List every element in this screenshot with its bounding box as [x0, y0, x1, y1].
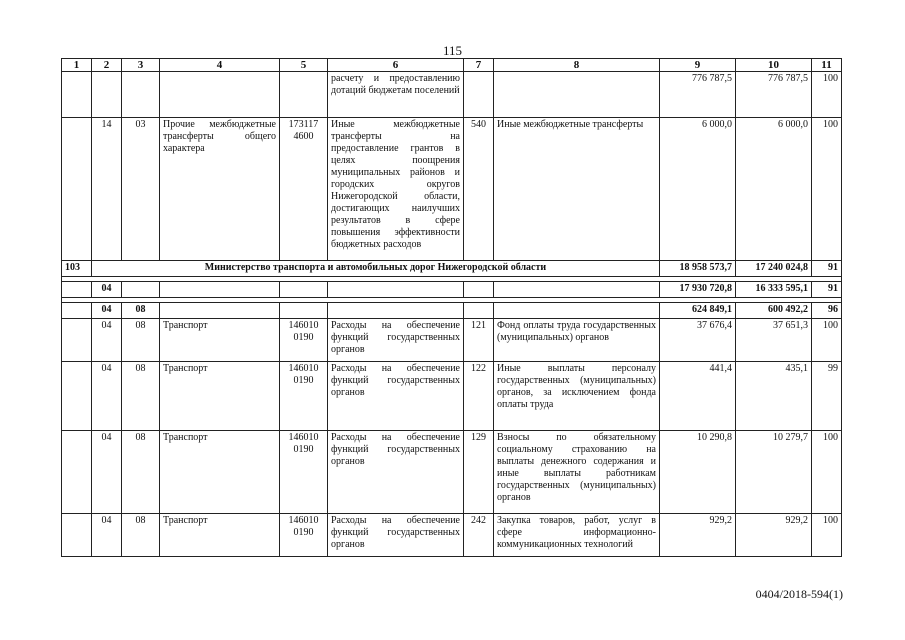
- cell-c11: 100: [812, 72, 842, 118]
- cell-c2: 04: [92, 362, 122, 431]
- ministry-row: [62, 261, 842, 277]
- cell-c5: 173117 4600: [280, 118, 328, 261]
- cell-c5: 146010 0190: [280, 319, 328, 362]
- header-cell: 5: [280, 59, 328, 72]
- cell-c11: 100: [812, 514, 842, 557]
- cell-c5: 146010 0190: [280, 514, 328, 557]
- cell-c7: 122: [464, 362, 494, 431]
- cell-c3: 08: [122, 514, 160, 557]
- cell-c10: 435,1: [736, 362, 812, 431]
- header-cell: 7: [464, 59, 494, 72]
- cell-c11: 99: [812, 362, 842, 431]
- cell-c10: 929,2: [736, 514, 812, 557]
- cell-c10: 16 333 595,1: [736, 282, 812, 298]
- cell-c1: [62, 72, 92, 118]
- cell-c2: 14: [92, 118, 122, 261]
- cell-c3: [122, 282, 160, 298]
- cell-c9: 776 787,5: [660, 72, 736, 118]
- cell-c9: 6 000,0: [660, 118, 736, 261]
- cell-c3: 03: [122, 118, 160, 261]
- cell-c4: Транспорт: [160, 362, 280, 431]
- cell-c10: 10 279,7: [736, 431, 812, 514]
- header-cell: 9: [660, 59, 736, 72]
- cell-c1: [62, 514, 92, 557]
- cell-c10: 37 651,3: [736, 319, 812, 362]
- cell-c8: Иные межбюджетные трансферты: [494, 118, 660, 261]
- table-row: [62, 514, 842, 557]
- cell-c9: 441,4: [660, 362, 736, 431]
- cell-c6: [328, 303, 464, 319]
- cell-c3: 08: [122, 362, 160, 431]
- cell-c2: 04: [92, 431, 122, 514]
- cell-c6: Расходы на обеспечение функций государственных органов: [328, 319, 464, 362]
- header-cell: 1: [62, 59, 92, 72]
- table-row: [62, 362, 842, 431]
- cell-c1: [62, 118, 92, 261]
- cell-c4: Транспорт: [160, 431, 280, 514]
- cell-c6: Расходы на обеспечение функций государственных органов: [328, 431, 464, 514]
- ministry-code: 103: [62, 261, 92, 277]
- cell-c2: 04: [92, 303, 122, 319]
- cell-c8: Взносы по обязательному социальному страхованию на выплаты денежного содержания и иные выплаты работникам государственных (муниципальных) органов: [494, 431, 660, 514]
- section-row: [62, 282, 842, 298]
- header-cell: 4: [160, 59, 280, 72]
- ministry-name: Министерство транспорта и автомобильных дорог Нижегородской области: [92, 261, 660, 277]
- cell-c2: 04: [92, 319, 122, 362]
- cell-c3: 08: [122, 303, 160, 319]
- cell-c5: [280, 303, 328, 319]
- header-cell: 8: [494, 59, 660, 72]
- cell-c9: 18 958 573,7: [660, 261, 736, 277]
- cell-c5: 146010 0190: [280, 431, 328, 514]
- cell-c5: [280, 282, 328, 298]
- cell-c2: 04: [92, 282, 122, 298]
- cell-c4: [160, 303, 280, 319]
- cell-c10: 17 240 024,8: [736, 261, 812, 277]
- cell-c11: 100: [812, 319, 842, 362]
- cell-c1: [62, 319, 92, 362]
- cell-c8: [494, 282, 660, 298]
- table-row: [62, 118, 842, 261]
- cell-c9: 17 930 720,8: [660, 282, 736, 298]
- cell-c2: [92, 72, 122, 118]
- cell-c11: 91: [812, 261, 842, 277]
- cell-c11: 100: [812, 118, 842, 261]
- cell-c4: Транспорт: [160, 514, 280, 557]
- cell-c4: [160, 282, 280, 298]
- cell-c6: Расходы на обеспечение функций государственных органов: [328, 514, 464, 557]
- cell-c6: [328, 282, 464, 298]
- table-row: [62, 72, 842, 118]
- header-cell: 11: [812, 59, 842, 72]
- document-code: 0404/2018-594(1): [755, 587, 843, 601]
- header-cell: 6: [328, 59, 464, 72]
- cell-c8: Закупка товаров, работ, услуг в сфере информационно-коммуникационных технологий: [494, 514, 660, 557]
- table-row: [62, 319, 842, 362]
- cell-c10: 6 000,0: [736, 118, 812, 261]
- cell-c1: [62, 431, 92, 514]
- cell-c3: [122, 72, 160, 118]
- cell-c4: Прочие межбюджетные трансферты общего характера: [160, 118, 280, 261]
- cell-c11: 91: [812, 282, 842, 298]
- cell-c6: расчету и предоставлению дотаций бюджетам поселений: [328, 72, 464, 118]
- cell-c1: [62, 303, 92, 319]
- cell-c8: Фонд оплаты труда государственных (муниципальных) органов: [494, 319, 660, 362]
- cell-c11: 96: [812, 303, 842, 319]
- cell-c1: [62, 282, 92, 298]
- cell-c7: 129: [464, 431, 494, 514]
- header-row: [62, 59, 842, 72]
- cell-c6: Иные межбюджетные трансферты на предоставление грантов в целях поощрения муниципальных районов и городских округов Нижегородской области, достигающих наилучших результатов в сфере повышения эффективности бюджетных расходов: [328, 118, 464, 261]
- cell-c10: 600 492,2: [736, 303, 812, 319]
- budget-table: [61, 58, 842, 557]
- cell-c4: Транспорт: [160, 319, 280, 362]
- cell-c8: [494, 72, 660, 118]
- cell-c7: 540: [464, 118, 494, 261]
- header-cell: 10: [736, 59, 812, 72]
- cell-c9: 10 290,8: [660, 431, 736, 514]
- cell-c7: [464, 72, 494, 118]
- header-cell: 3: [122, 59, 160, 72]
- cell-c6: Расходы на обеспечение функций государственных органов: [328, 362, 464, 431]
- cell-c7: 242: [464, 514, 494, 557]
- subsection-row: [62, 303, 842, 319]
- cell-c5: 146010 0190: [280, 362, 328, 431]
- cell-c8: Иные выплаты персоналу государственных (муниципальных) органов, за исключением фонда оплаты труда: [494, 362, 660, 431]
- cell-c7: [464, 303, 494, 319]
- header-cell: 2: [92, 59, 122, 72]
- cell-c11: 100: [812, 431, 842, 514]
- page-number: 115: [442, 43, 463, 58]
- cell-c9: 624 849,1: [660, 303, 736, 319]
- cell-c5: [280, 72, 328, 118]
- cell-c8: [494, 303, 660, 319]
- cell-c9: 929,2: [660, 514, 736, 557]
- cell-c4: [160, 72, 280, 118]
- cell-c3: 08: [122, 319, 160, 362]
- cell-c2: 04: [92, 514, 122, 557]
- cell-c9: 37 676,4: [660, 319, 736, 362]
- cell-c1: [62, 362, 92, 431]
- cell-c7: 121: [464, 319, 494, 362]
- table-row: [62, 431, 842, 514]
- cell-c3: 08: [122, 431, 160, 514]
- cell-c7: [464, 282, 494, 298]
- cell-c10: 776 787,5: [736, 72, 812, 118]
